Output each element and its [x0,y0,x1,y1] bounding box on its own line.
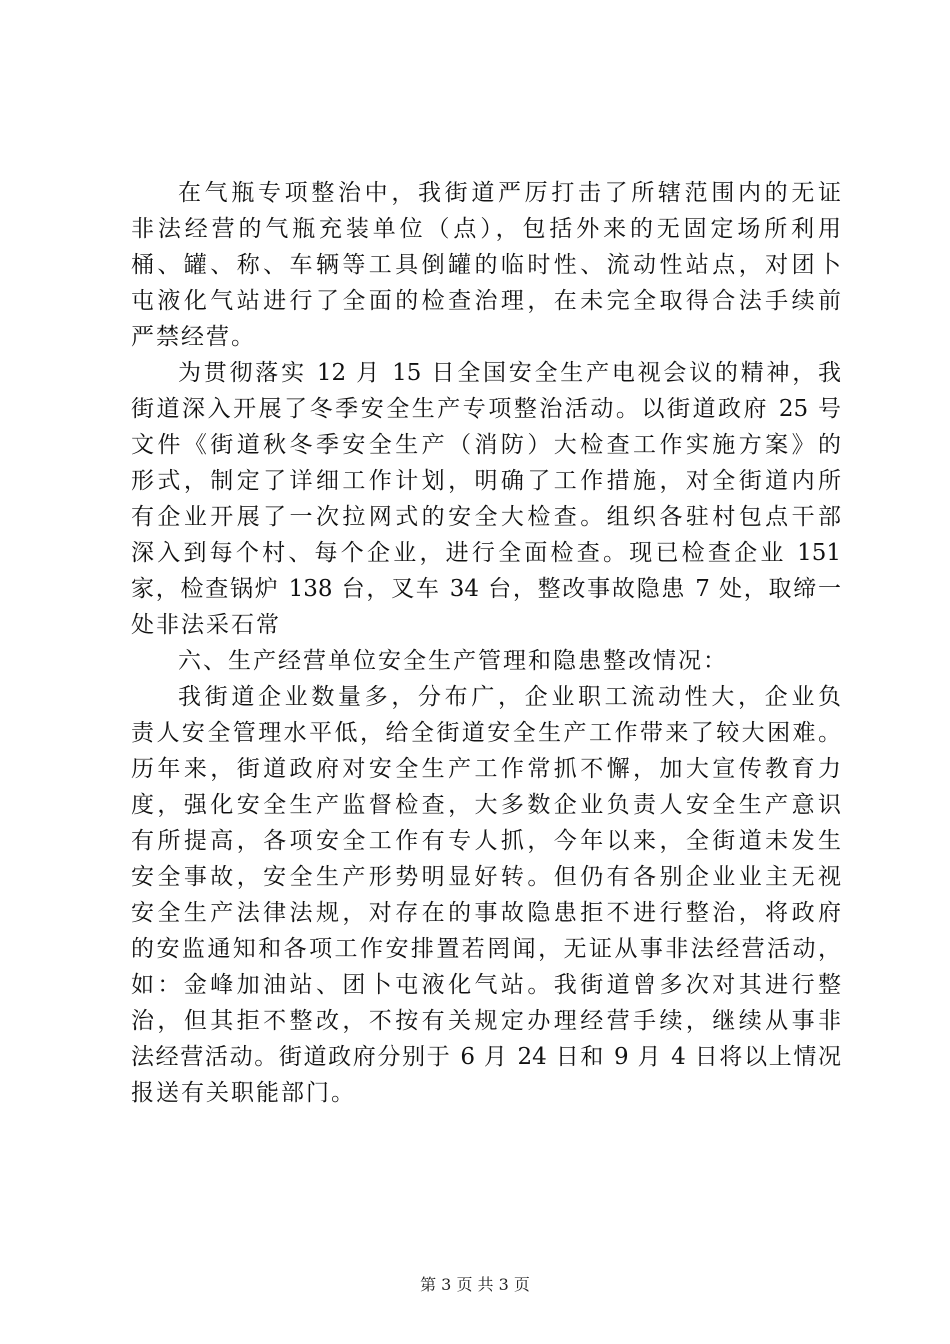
text-line: 法经营活动。街道政府分别于 6 月 24 日和 9 月 4 日将以上情况 [131,1044,841,1070]
text-line: 非法经营的气瓶充装单位（点），包括外来的无固定场所利用 [131,216,841,242]
text-line: 有所提高，各项安全工作有专人抓，今年以来，全街道未发生 [131,828,841,854]
text-line: 安全生产法律法规，对存在的事故隐患拒不进行整治，将政府 [131,900,841,926]
text-line: 如：金峰加油站、团卜屯液化气站。我街道曾多次对其进行整 [131,972,841,998]
text-line: 屯液化气站进行了全面的检查治理，在未完全取得合法手续前 [131,288,841,314]
text-line: 街道深入开展了冬季安全生产专项整治活动。以街道政府 25 号 [131,396,841,422]
text-line: 深入到每个村、每个企业，进行全面检查。现已检查企业 151 [131,540,841,566]
text-line: 文件《街道秋冬季安全生产（消防）大检查工作实施方案》的 [131,432,841,458]
text-line: 桶、罐、称、车辆等工具倒罐的临时性、流动性站点，对团卜 [131,252,841,278]
text-line: 在气瓶专项整治中，我街道严厉打击了所辖范围内的无证 [178,180,841,206]
text-line: 责人安全管理水平低，给全街道安全生产工作带来了较大困难。 [131,720,841,746]
text-line: 形式，制定了详细工作计划，明确了工作措施，对全街道内所 [131,468,841,494]
text-line: 安全事故，安全生产形势明显好转。但仍有各别企业业主无视 [131,864,841,890]
text-line: 严禁经营。 [131,324,256,350]
page-footer: 第 3 页 共 3 页 [420,1275,530,1294]
text-line: 治，但其拒不整改，不按有关规定办理经营手续，继续从事非 [131,1008,841,1034]
text-line: 处非法采石常 [131,612,281,638]
text-line: 六、生产经营单位安全生产管理和隐患整改情况： [178,648,728,674]
text-line: 历年来，街道政府对安全生产工作常抓不懈，加大宣传教育力 [131,756,841,782]
text-line: 的安监通知和各项工作安排置若罔闻，无证从事非法经营活动， [131,936,841,962]
section-heading [131,643,841,679]
text-line: 有企业开展了一次拉网式的安全大检查。组织各驻村包点干部 [131,504,841,530]
document-body [131,175,841,1111]
text-line: 报送有关职能部门。 [131,1080,356,1106]
paragraph [131,679,841,1111]
paragraph [131,355,841,643]
text-line: 为贯彻落实 12 月 15 日全国安全生产电视会议的精神，我 [178,360,841,386]
text-line: 我街道企业数量多，分布广，企业职工流动性大，企业负 [178,684,841,710]
paragraph [131,175,841,355]
text-line: 度，强化安全生产监督检查，大多数企业负责人安全生产意识 [131,792,841,818]
text-line: 家，检查锅炉 138 台，叉车 34 台，整改事故隐患 7 处，取缔一 [131,576,841,602]
